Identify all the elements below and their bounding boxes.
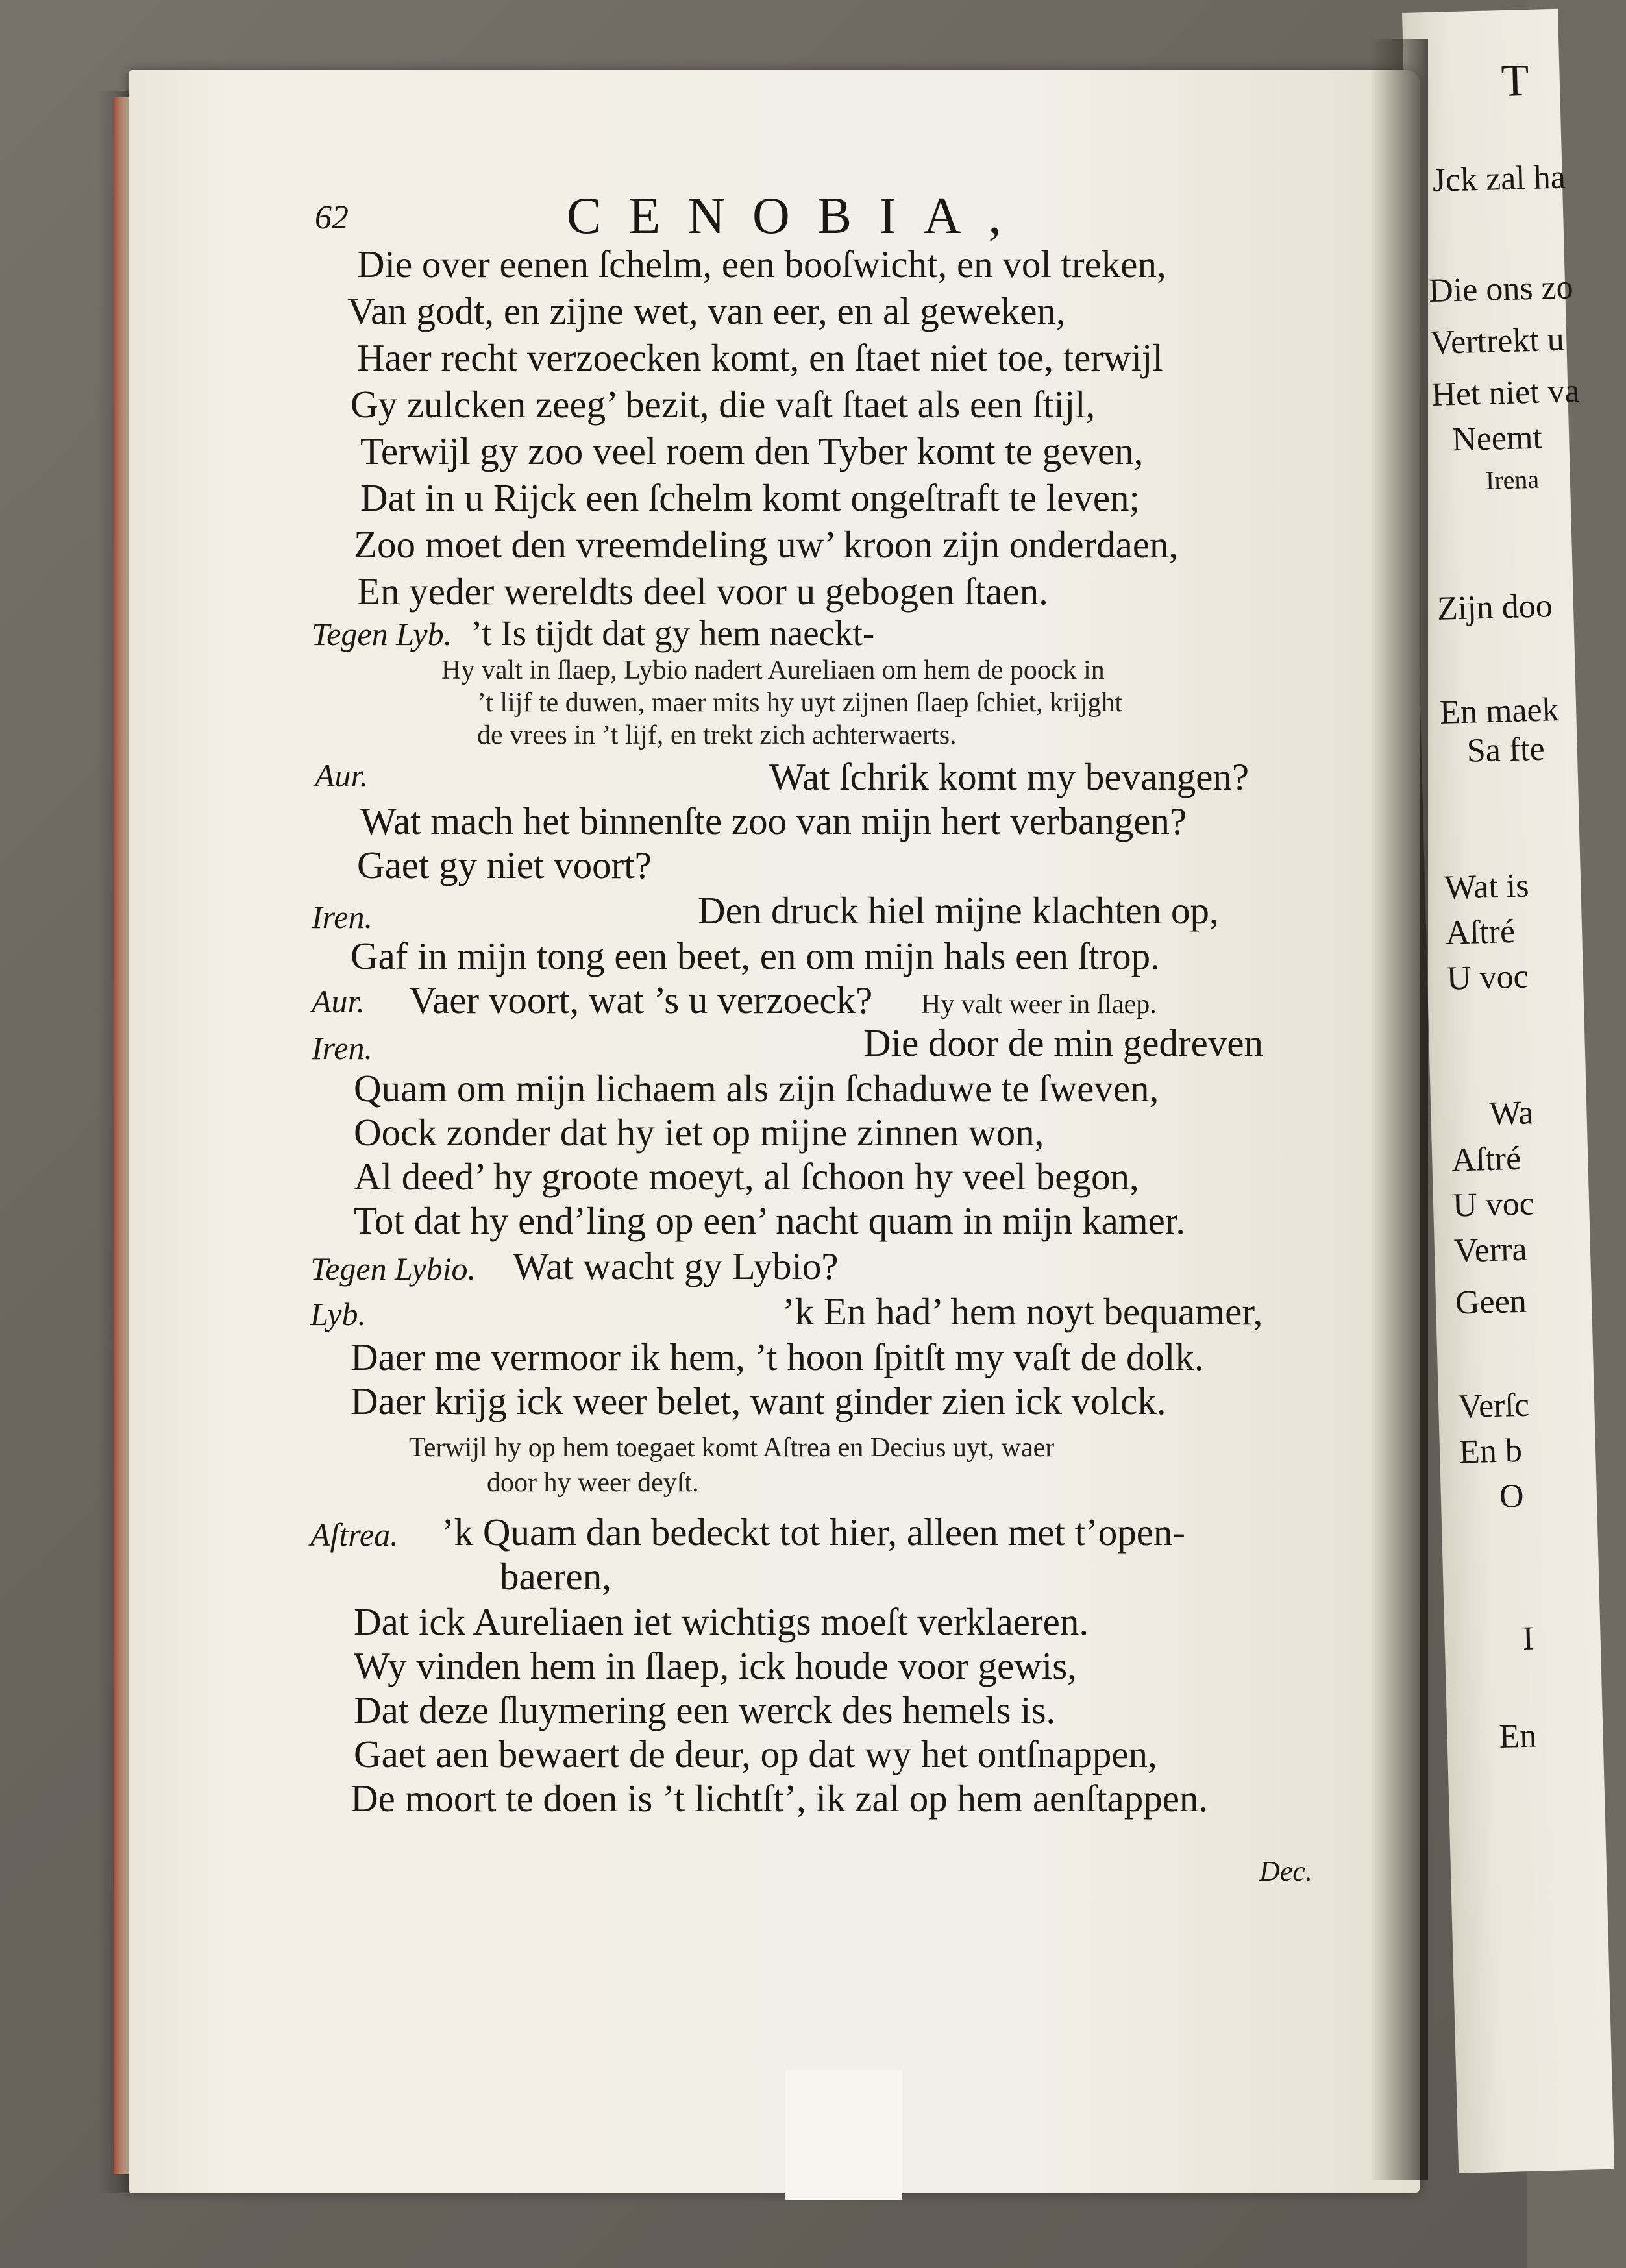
stage-direction: ’t lijf te duwen, maer mits hy uyt zijnen ſlaep ſchiet, krijght	[477, 688, 1123, 718]
verse-line: Daer krijg ick weer belet, want ginder zien ick volck.	[351, 1380, 1166, 1422]
speaker-label: Iren.	[312, 1030, 373, 1066]
page-header	[315, 187, 1288, 245]
facing-line: Wat is	[1444, 867, 1530, 907]
facing-line: Verſc	[1457, 1386, 1530, 1426]
verse-line: Oock zonder dat hy iet op mijne zinnen won,	[354, 1111, 1044, 1154]
facing-line: En maek	[1439, 691, 1560, 731]
stage-direction: door hy weer deyſt.	[487, 1468, 699, 1498]
verse-line: Al deed’ hy groote moeyt, al ſchoon hy veel begon,	[354, 1155, 1139, 1198]
facing-line: En b	[1459, 1432, 1523, 1471]
catchword: Dec.	[1259, 1855, 1312, 1887]
facing-line: Jck zal ha	[1432, 158, 1566, 199]
verse-line: Dat in u Rijck een ſchelm komt ongeſtraft te leven;	[360, 476, 1140, 519]
verse-line: Terwijl gy zoo veel roem den Tyber komt te geven,	[360, 430, 1144, 472]
page-number: 62	[315, 199, 349, 236]
stage-direction: Hy valt in ſlaep, Lybio nadert Aureliaen om hem de poock in	[441, 655, 1105, 685]
book-gutter	[1370, 39, 1428, 2180]
verse-line: Dat deze ſluymering een werck des hemels is.	[354, 1689, 1056, 1731]
facing-line: Vertrekt u	[1429, 321, 1565, 362]
paper-patch	[785, 2070, 902, 2200]
facing-line: Geen	[1455, 1282, 1527, 1322]
verse-line: Van godt, en zijne wet, van eer, en al geweken,	[347, 289, 1066, 332]
facing-line: Aſtré	[1445, 912, 1516, 952]
verse-line: Gaet gy niet voort?	[357, 844, 652, 886]
speaker-label: Aur.	[312, 983, 365, 1019]
facing-line: Die ons zo	[1428, 269, 1574, 310]
stage-direction: de vrees in ’t lijf, en trekt zich achterwaerts.	[477, 720, 957, 750]
speaker-label: Aur.	[315, 757, 368, 794]
speaker-label: Aſtrea.	[310, 1517, 399, 1553]
verse-line	[409, 981, 1157, 1019]
verse-line: baeren,	[500, 1555, 611, 1598]
facing-line: Irena	[1485, 464, 1540, 495]
facing-line: Het niet va	[1431, 372, 1581, 414]
facing-line: Aſtré	[1451, 1140, 1521, 1179]
facing-line: Verra	[1453, 1230, 1528, 1270]
verse-line: Daer me vermoor ik hem, ’t hoon ſpitſt my vaſt de dolk.	[351, 1335, 1204, 1378]
verse-line: Wat ſchrik komt my bevangen?	[769, 755, 1250, 798]
verse-line: En yeder wereldts deel voor u gebogen ſtaen.	[357, 570, 1048, 613]
facing-line: Sa fte	[1466, 730, 1546, 770]
verse-line: Tot dat hy end’ling op een’ nacht quam in mijn kamer.	[354, 1199, 1185, 1242]
running-head: CENOBIA,	[567, 188, 1029, 245]
verse-line: De moort te doen is ’t lichtſt’, ik zal op hem aenſtappen.	[351, 1777, 1209, 1820]
verse-line: Gaf in mijn tong een beet, en om mijn hals een ſtrop.	[351, 934, 1160, 977]
verse-line: Die over eenen ſchelm, een booſwicht, en vol treken,	[357, 243, 1166, 286]
facing-line: I	[1521, 1620, 1534, 1657]
facing-line: O	[1499, 1477, 1525, 1515]
verse-line: Haer recht verzoecken komt, en ſtaet niet toe, terwijl	[357, 336, 1163, 379]
verse-line: Zoo moet den vreemdeling uw’ kroon zijn onderdaen,	[354, 523, 1179, 566]
verse-line: Gaet aen bewaert de deur, op dat wy het ontſnappen,	[354, 1733, 1157, 1775]
verse-line: Quam om mijn lichaem als zijn ſchaduwe te ſweven,	[354, 1067, 1159, 1110]
verse-line: ’k En had’ hem noyt bequamer,	[782, 1290, 1263, 1333]
verse-line: Dat ick Aureliaen iet wichtigs moeſt verklaeren.	[354, 1600, 1089, 1643]
verse-text: Vaer voort, wat ’s u verzoeck?	[409, 979, 873, 1021]
verse-line: Die door de min gedreven	[863, 1021, 1264, 1064]
verse-line: Wy vinden hem in ſlaep, ick houde voor gewis,	[354, 1644, 1077, 1687]
facing-line: Neemt	[1451, 419, 1543, 459]
facing-line: U voc	[1452, 1185, 1535, 1225]
speaker-label: Iren.	[312, 899, 373, 935]
facing-line: Wa	[1488, 1094, 1534, 1133]
facing-line: U voc	[1446, 958, 1529, 997]
speaker-label: Tegen Lyb.	[312, 616, 452, 652]
verse-line: ’k Quam dan bedeckt tot hier, alleen met t’open-	[441, 1511, 1186, 1554]
facing-line: T	[1500, 55, 1530, 107]
verse-line: ’t Is tijdt dat gy hem naeckt-	[471, 613, 875, 653]
verse-line: Gy zulcken zeeg’ bezit, die vaſt ſtaet als een ſtijl,	[351, 383, 1096, 426]
facing-line: Zijn doo	[1436, 587, 1553, 628]
stage-direction: Hy valt weer in ſlaep.	[921, 990, 1157, 1019]
facing-line: En	[1498, 1717, 1538, 1755]
verse-line: Wat mach het binnenſte zoo van mijn hert verbangen?	[360, 799, 1187, 842]
verse-line: Den druck hiel mijne klachten op,	[698, 889, 1219, 932]
speaker-label: Lyb.	[310, 1296, 367, 1332]
speaker-label: Tegen Lybio.	[310, 1250, 476, 1287]
verse-line: Wat wacht gy Lybio?	[513, 1245, 839, 1287]
stage-direction: Terwijl hy op hem toegaet komt Aſtrea en Decius uyt, waer	[409, 1433, 1055, 1463]
